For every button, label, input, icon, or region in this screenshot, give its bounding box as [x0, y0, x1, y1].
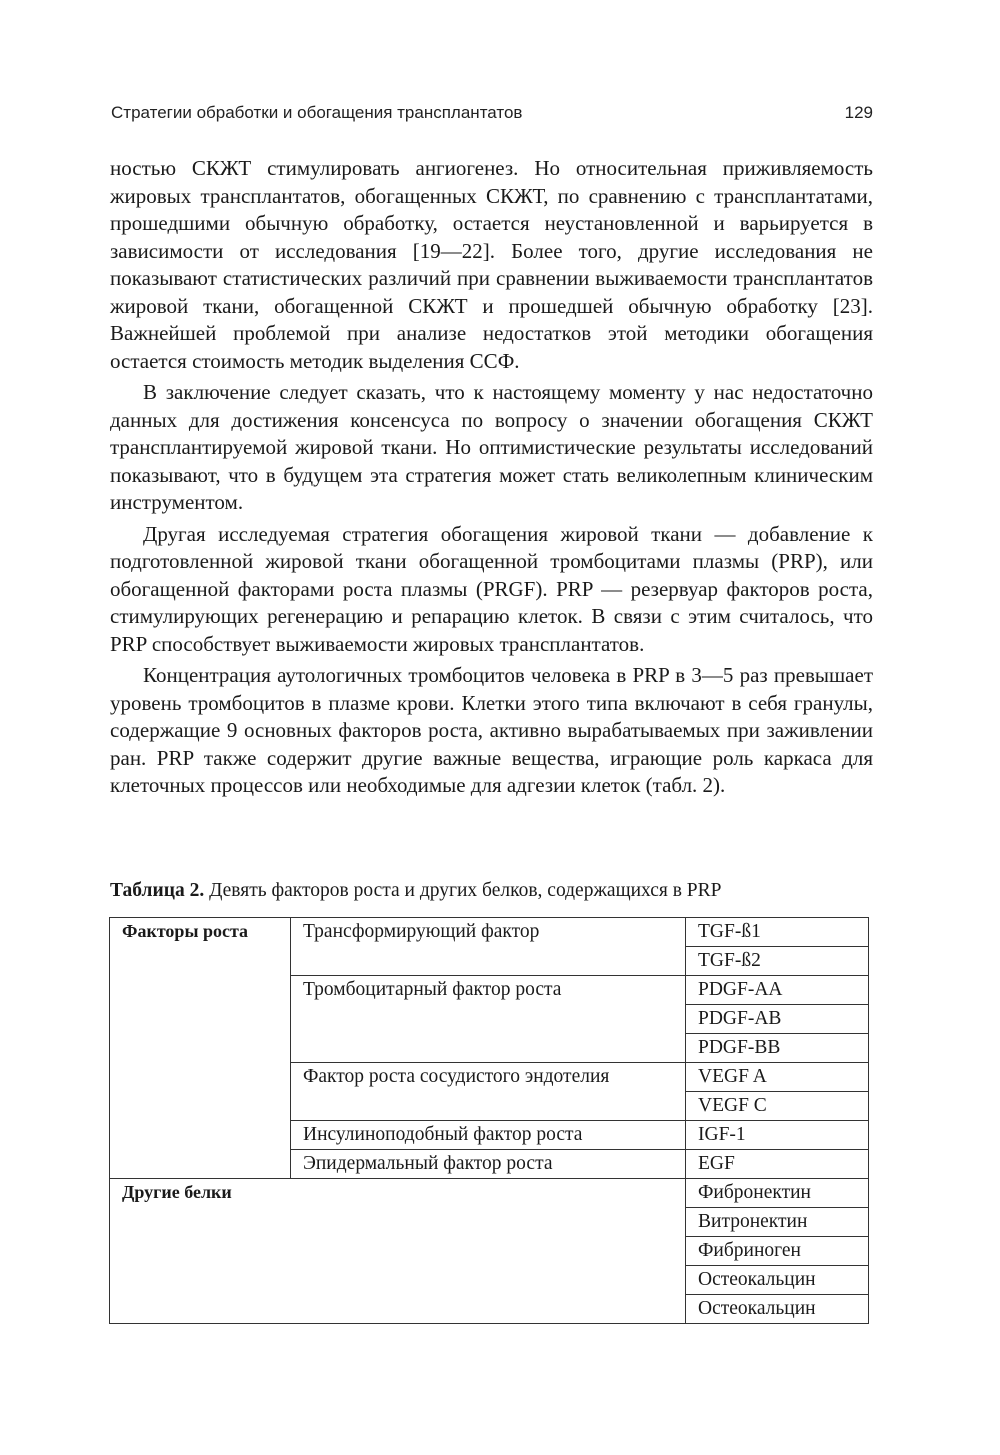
paragraph: В заключение следует сказать, что к настоящему моменту у нас недостаточно данных для достижения консенсуса по вопросу о значении обогащения СКЖТ трансплантируемой жировой ткани. Но оптимистические результаты исследований показывают, что в будущем эта стратегия может стать великолепным клиническим инструментом. — [110, 380, 873, 514]
paragraph: Концентрация аутологичных тромбоцитов человека в PRP в 3—5 раз превышает уровень тромбоцитов в плазме крови. Клетки этого типа включают в себя гранулы, содержащие 9 основных факторов роста, активно вырабатываемых при заживлении ран. PRP также содержит другие важные вещества, играющие роль каркаса для клеточных процессов или необходимые для адгезии клеток (табл. 2). — [110, 663, 873, 797]
table-row — [110, 1179, 869, 1208]
table-caption-text: Девять факторов роста и других белков, содержащихся в PRP — [204, 880, 722, 901]
protein-cell: Фибриноген — [686, 1237, 869, 1266]
page-number: 129 — [844, 103, 873, 122]
table-caption-label: Таблица 2. — [110, 880, 205, 901]
factor-abbr-cell: TGF-ß2 — [686, 947, 869, 976]
body-text — [110, 155, 873, 804]
factor-abbr-cell: IGF-1 — [686, 1121, 869, 1150]
paragraph: Другая исследуемая стратегия обогащения жировой ткани — добавление к подготовленной жировой ткани обогащенной тромбоцитами плазмы (PRP), или обогащенной факторами роста плазмы (PRGF). PRP — резервуар факторов роста, стимулирующих регенерацию и репарацию клеток. В связи с этим считалось, что PRP способствует выживаемости жировых трансплантатов. — [110, 521, 873, 656]
running-title: Стратегии обработки и обогащения трансплантатов — [111, 103, 523, 122]
factor-name-cell: Фактор роста сосудистого эндотелия — [291, 1063, 686, 1121]
factor-abbr-cell: VEGF C — [686, 1092, 869, 1121]
factor-abbr-cell: PDGF-AB — [686, 1005, 869, 1034]
other-proteins-group-cell: Другие белки — [110, 1179, 686, 1324]
table-row — [110, 918, 869, 947]
factor-name-cell: Трансформирующий фактор — [291, 918, 686, 976]
growth-factors-group-cell: Факторы роста — [110, 918, 291, 1179]
factor-name-cell: Тромбоцитарный фактор роста — [291, 976, 686, 1063]
table-caption — [110, 880, 873, 902]
protein-cell: Витронектин — [686, 1208, 869, 1237]
factor-abbr-cell: EGF — [686, 1150, 869, 1179]
factor-abbr-cell: TGF-ß1 — [686, 918, 869, 947]
running-header — [111, 103, 873, 123]
protein-cell: Остеокальцин — [686, 1266, 869, 1295]
factor-abbr-cell: VEGF A — [686, 1063, 869, 1092]
protein-cell: Фибронектин — [686, 1179, 869, 1208]
factor-abbr-cell: PDGF-BB — [686, 1034, 869, 1063]
factor-name-cell: Инсулиноподобный фактор роста — [291, 1121, 686, 1150]
paragraph: ностью СКЖТ стимулировать ангиогенез. Но относительная приживляемость жировых трансплантатов, обогащенных СКЖТ, по сравнению с трансплантатами, прошедшими обычную обработку, остается неустановленной и варьируется в зависимости от исследования [19—22]. Более того, другие исследования не показывают статистических различий при сравнении выживаемости трансплантатов жировой ткани, обогащенной СКЖТ и прошедшей обычную обработку [23]. Важнейшей проблемой при анализе недостатков этой методики обогащения остается стоимость методик выделения ССФ. — [110, 156, 873, 373]
factor-name-cell: Эпидермальный фактор роста — [291, 1150, 686, 1179]
factor-abbr-cell: PDGF-AA — [686, 976, 869, 1005]
growth-factors-table — [109, 917, 869, 1324]
protein-cell: Остеокальцин — [686, 1295, 869, 1324]
